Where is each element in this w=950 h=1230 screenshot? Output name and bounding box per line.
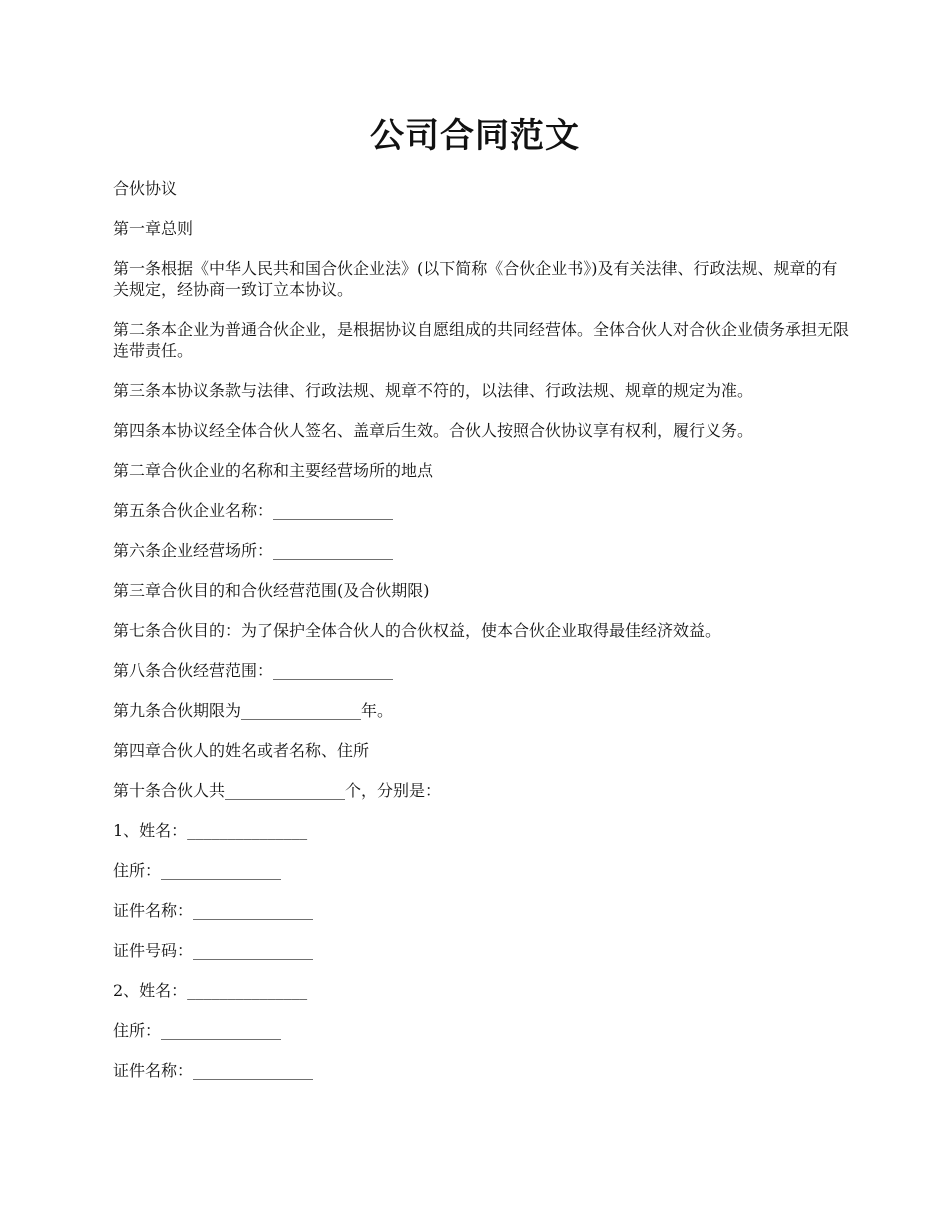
- fill-in-line: 第八条合伙经营范围：_______________: [113, 661, 394, 680]
- fill-in-line: 第十条合伙人共_______________个，分别是：: [113, 781, 442, 800]
- chapter-heading: 第二章合伙企业的名称和主要经营场所的地点: [113, 461, 434, 480]
- article-paragraph: 第三条本协议条款与法律、行政法规、规章不符的，以法律、行政法规、规章的规定为准。: [113, 381, 754, 400]
- fill-in-line: 证件名称：_______________: [113, 1061, 314, 1080]
- article-paragraph: 第四条本协议经全体合伙人签名、盖章后生效。合伙人按照合伙协议享有权利，履行义务。: [113, 421, 754, 440]
- document-body: [113, 178, 853, 1100]
- fill-in-line: 住所：_______________: [113, 1021, 282, 1040]
- fill-in-line: 1、姓名：_______________: [113, 821, 308, 840]
- document-title: 公司合同范文: [370, 116, 580, 156]
- article-paragraph: 第一条根据《中华人民共和国合伙企业法》(以下简称《合伙企业书》)及有关法律、行政法规、规章的有关规定，经协商一致订立本协议。: [113, 259, 838, 299]
- article-paragraph: 第二条本企业为普通合伙企业，是根据协议自愿组成的共同经营体。全体合伙人对合伙企业债务承担无限连带责任。: [113, 320, 850, 360]
- fill-in-line: 证件名称：_______________: [113, 901, 314, 920]
- fill-in-line: 2、姓名：_______________: [113, 981, 308, 1000]
- fill-in-line: 第六条企业经营场所：_______________: [113, 541, 394, 560]
- fill-in-line: 第九条合伙期限为_______________年。: [113, 701, 394, 720]
- chapter-heading: 第三章合伙目的和合伙经营范围(及合伙期限): [113, 581, 430, 600]
- chapter-heading: 第四章合伙人的姓名或者名称、住所: [113, 741, 370, 760]
- section-heading-agreement: 合伙协议: [113, 179, 178, 198]
- fill-in-line: 住所：_______________: [113, 861, 282, 880]
- fill-in-line: 证件号码：_______________: [113, 941, 314, 960]
- fill-in-line: 第五条合伙企业名称：_______________: [113, 501, 394, 520]
- chapter-heading: 第一章总则: [113, 219, 194, 238]
- article-paragraph: 第七条合伙目的：为了保护全体合伙人的合伙权益，使本合伙企业取得最佳经济效益。: [113, 621, 722, 640]
